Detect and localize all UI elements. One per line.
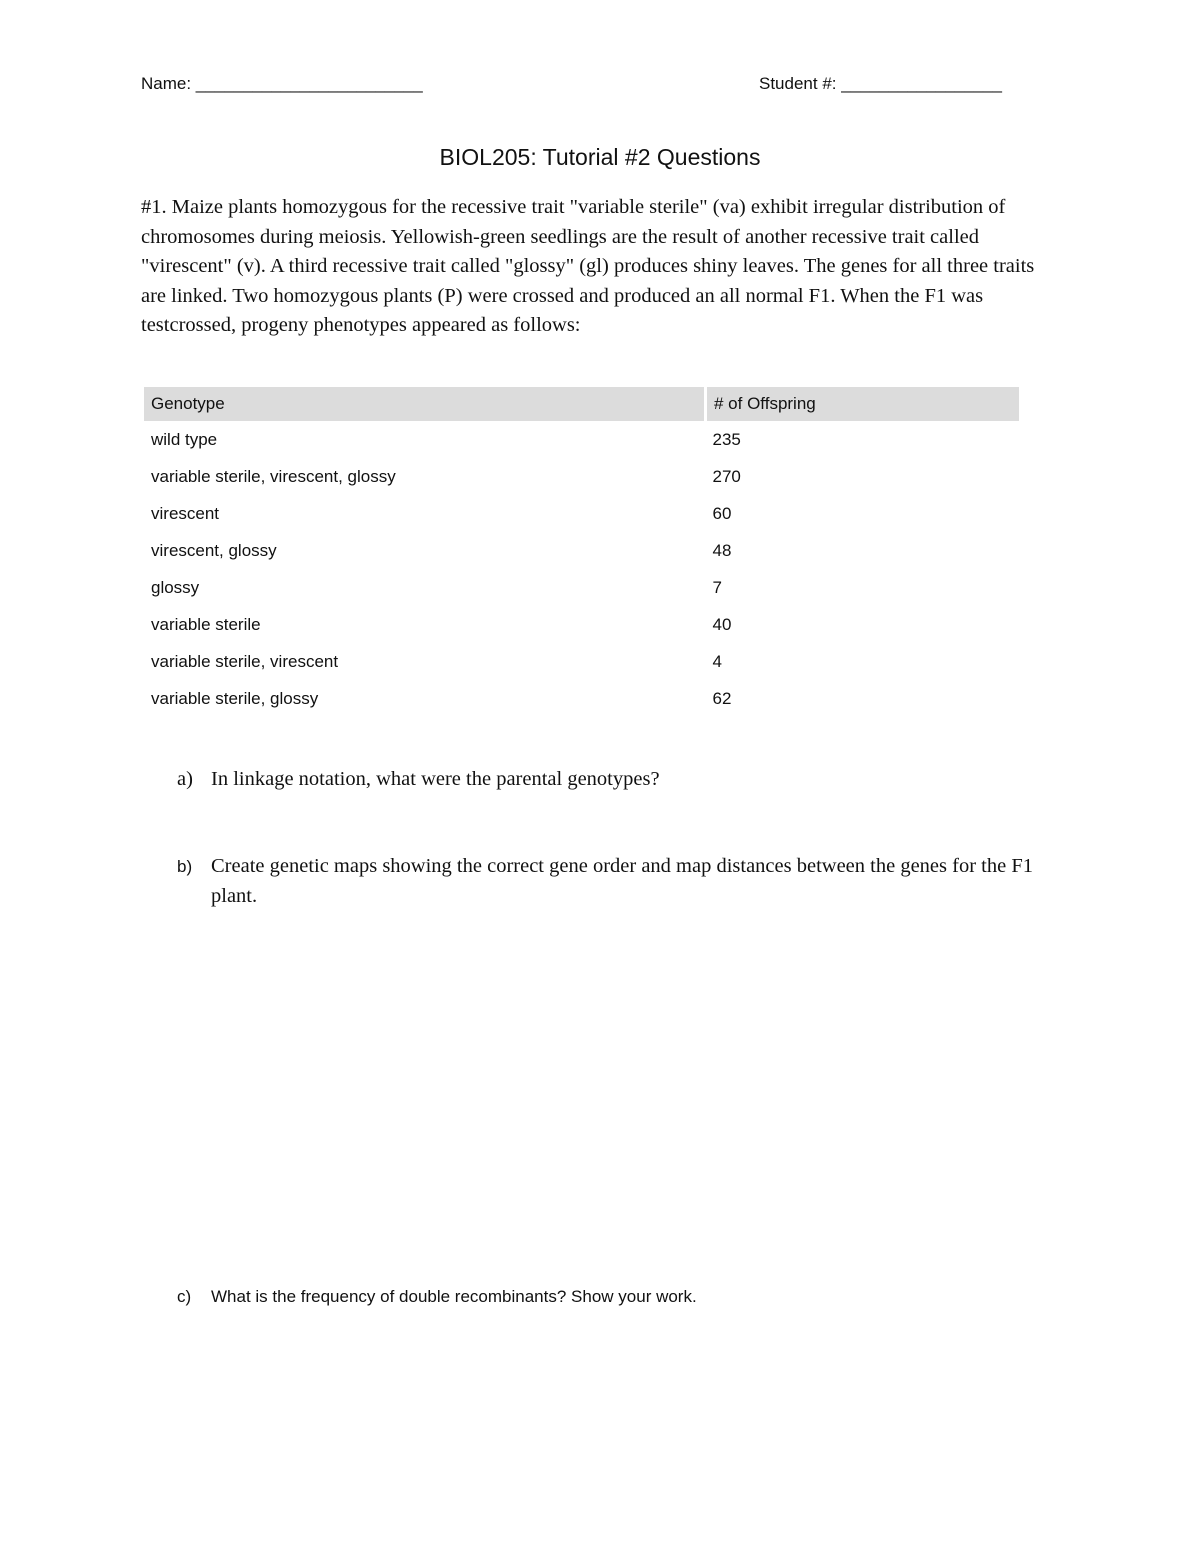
genotype-cell: wild type — [151, 429, 218, 449]
subquestion-b — [177, 852, 1067, 911]
name-field-line: Name: ________________________ — [141, 74, 423, 93]
table-row — [144, 569, 1019, 606]
subquestion-a — [177, 765, 1067, 795]
offspring-count-column-header: # of Offspring — [706, 387, 1020, 421]
offspring-count-cell: 40 — [712, 614, 732, 634]
table-row — [144, 606, 1019, 643]
offspring-table — [144, 387, 1019, 717]
table-row — [144, 532, 1019, 569]
genotype-cell: variable sterile, virescent, glossy — [151, 466, 396, 486]
offspring-count-cell: 60 — [712, 503, 732, 523]
page-title: BIOL205: Tutorial #2 Questions — [439, 144, 761, 170]
genotype-cell: variable sterile, virescent — [151, 651, 339, 671]
offspring-count-cell: 270 — [712, 466, 741, 486]
offspring-count-cell: 48 — [712, 540, 732, 560]
genotype-cell: glossy — [151, 577, 200, 597]
offspring-count-cell: 235 — [712, 429, 741, 449]
table-row — [144, 495, 1019, 532]
question-1-text: #1. Maize plants homozygous for the recessive trait "variable sterile" (va) exhibit irregular distribution of chromosomes during meiosis. Yellowish-green seedlings are the result of another recessive trait called "virescent" (v). A third recessive trait called "glossy" (gl) produces shiny leaves. The genes for all three traits are linked. Two homozygous plants (P) were crossed and produced an all normal F1. When the F1 was testcrossed, progeny phenotypes appeared as follows: — [141, 196, 1035, 336]
table-row — [144, 421, 1019, 458]
genotype-cell: variable sterile — [151, 614, 261, 634]
table-row — [144, 680, 1019, 717]
subquestion-c-letter: c) — [177, 1287, 192, 1306]
subquestion-c — [177, 1282, 1067, 1312]
table-row — [144, 458, 1019, 495]
genotype-column-header: Genotype — [144, 387, 706, 421]
subquestion-c-text: What is the frequency of double recombinants? Show your work. — [211, 1287, 697, 1306]
subquestion-a-letter: a) — [177, 768, 193, 790]
subquestion-b-letter: b) — [177, 857, 193, 876]
offspring-count-cell: 62 — [712, 688, 732, 708]
table-row — [144, 643, 1019, 680]
subquestion-b-text: Create genetic maps showing the correct gene order and map distances between the genes for the F1 plant. — [211, 855, 1033, 907]
genotype-cell: virescent — [151, 503, 220, 523]
offspring-count-cell: 7 — [712, 577, 722, 597]
subquestion-a-text: In linkage notation, what were the parental genotypes? — [211, 768, 660, 790]
genotype-cell: variable sterile, glossy — [151, 688, 319, 708]
genotype-cell: virescent, glossy — [151, 540, 277, 560]
offspring-count-cell: 4 — [712, 651, 722, 671]
student-number-field-line: Student #: _________________ — [759, 74, 1002, 93]
table-header-row — [144, 387, 1019, 421]
